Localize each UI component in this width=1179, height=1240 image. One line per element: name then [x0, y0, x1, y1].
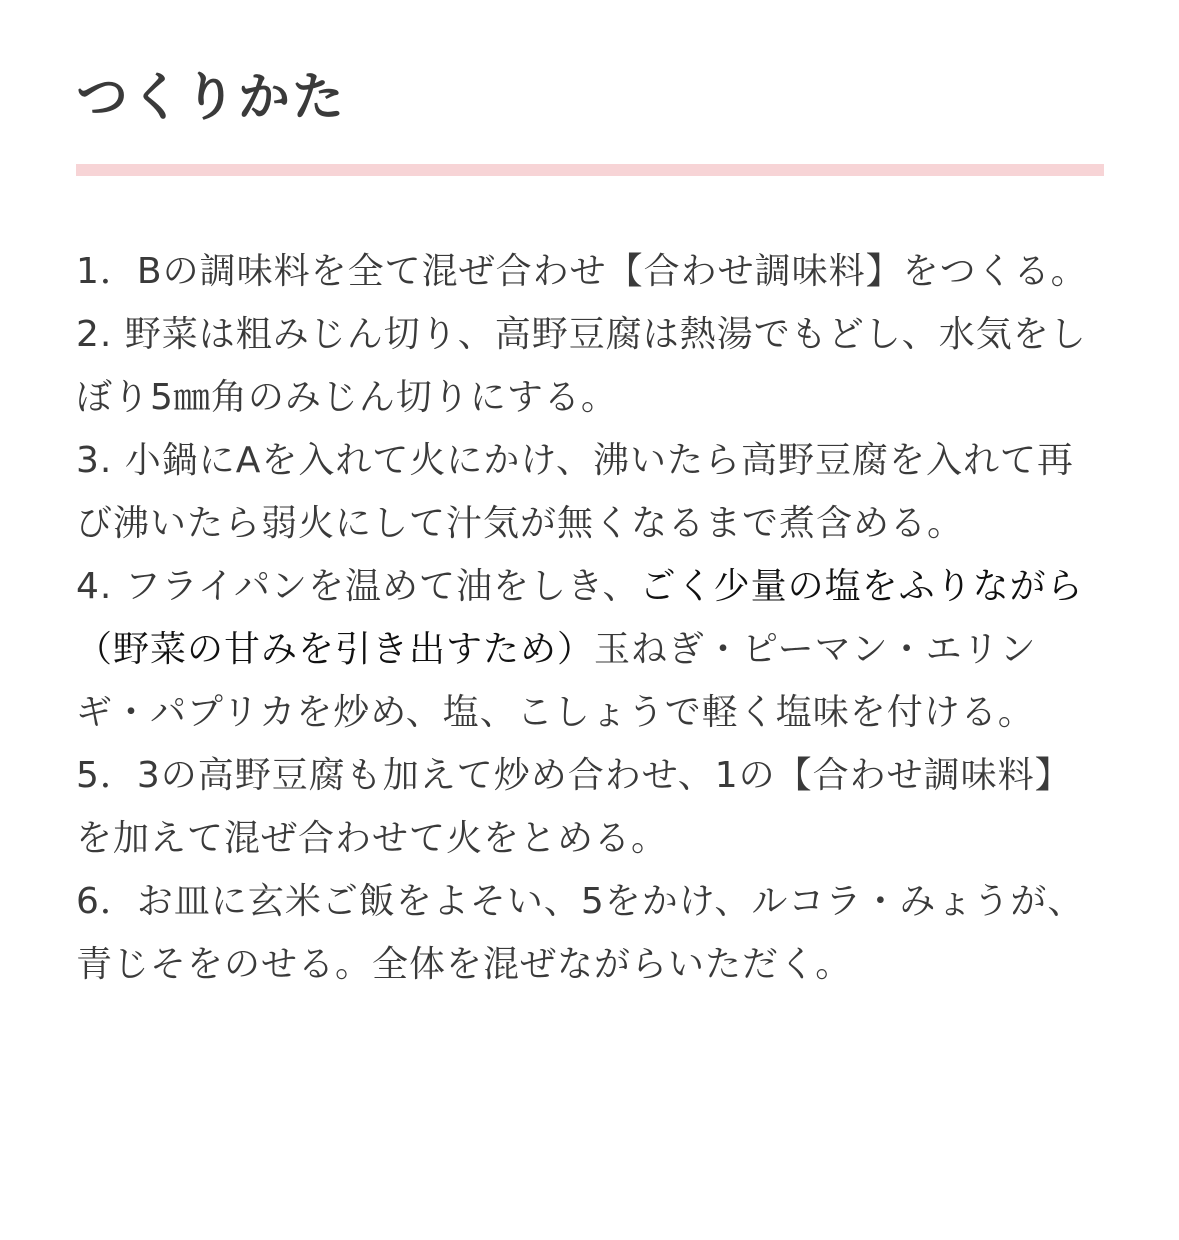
recipe-step-4-end: 玉ねぎ・ピーマン・エリンギ・パプリカを炒め、塩、こしょうで軽く塩味を付ける。	[76, 629, 1037, 733]
section-title: つくりかた	[76, 68, 347, 128]
recipe-step-2: 2. 野菜は粗みじん切り、高野豆腐は熱湯でもどし、水気をしぼり5㎜角のみじん切りにする。	[76, 314, 1087, 418]
recipe-step-5: 5．3の高野豆腐も加えて炒め合わせ、1の【合わせ調味料】を加えて混ぜ合わせて火をとめる。	[76, 755, 1072, 859]
recipe-step-4-start: 4. フライパンを温めて油をしき、	[76, 566, 640, 607]
recipe-step-1: 1．Bの調味料を全て混ぜ合わせ【合わせ調味料】をつくる。	[76, 251, 1088, 292]
recipe-step-4	[76, 555, 1104, 744]
recipe-steps-list	[76, 240, 1104, 996]
recipe-step-3: 3. 小鍋にAを入れて火にかけ、沸いたら高野豆腐を入れて再び沸いたら弱火にして汁気が無くなるまで煮含める。	[76, 440, 1074, 544]
recipe-step-6: 6．お皿に玄米ご飯をよそい、5をかけ、ルコラ・みょうが、青じそをのせる。全体を混ぜながらいただく。	[76, 881, 1085, 985]
title-underline	[76, 164, 1104, 176]
recipe-step-4-emphasis: ごく少量の塩をふりながら（野菜の甘みを引き出すため）	[76, 566, 1084, 670]
